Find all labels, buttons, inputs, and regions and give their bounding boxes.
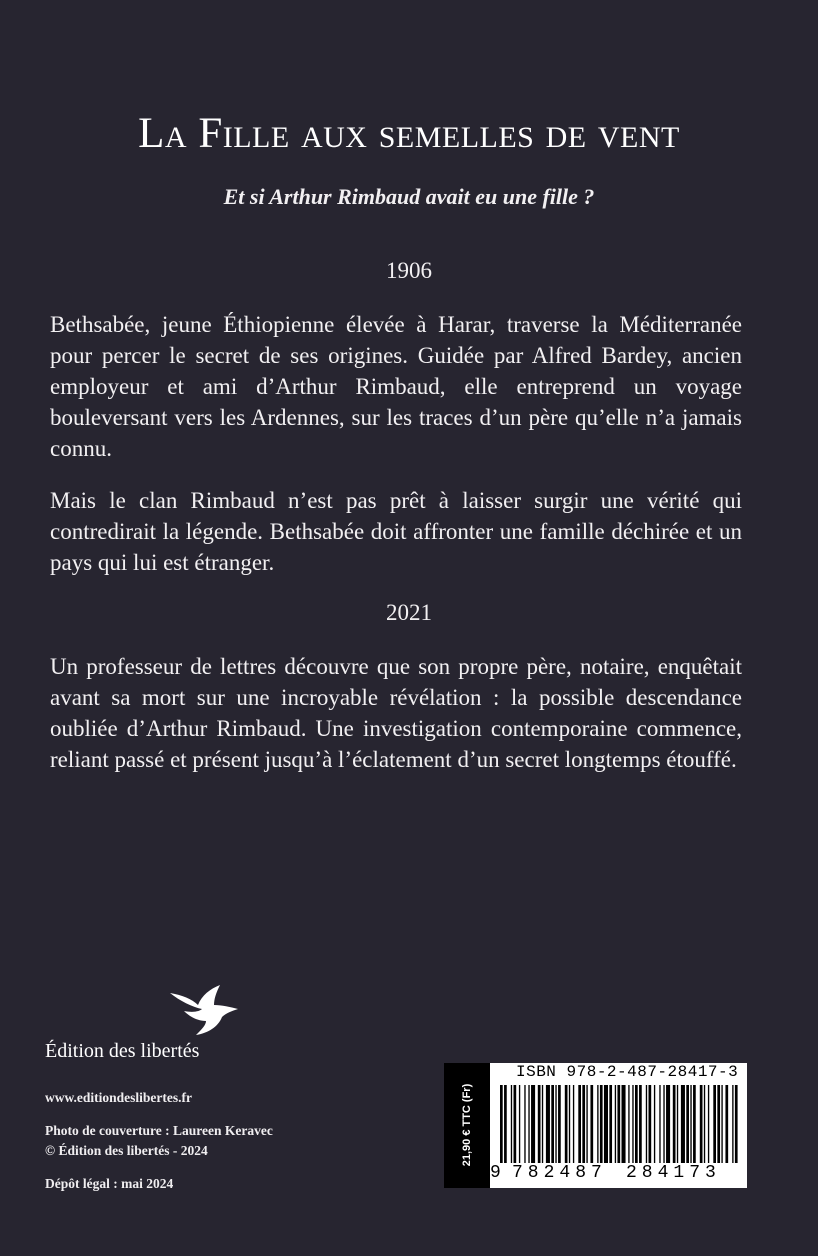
barcode-bar (555, 1085, 556, 1163)
barcode-bar (628, 1085, 629, 1163)
ean-right-group: 284173 (626, 1163, 721, 1183)
barcode-bar (546, 1085, 550, 1163)
barcode-bar (654, 1085, 655, 1163)
barcode-bar (558, 1085, 561, 1163)
barcode-bar (542, 1085, 543, 1163)
barcode-bar (708, 1085, 709, 1163)
barcode-bar (632, 1085, 633, 1163)
publisher-website: www.editiondeslibertes.fr (45, 1090, 192, 1105)
barcode-bar (511, 1085, 512, 1163)
barcode-bar (615, 1085, 616, 1163)
barcode-bar (686, 1085, 689, 1163)
barcode-bar (524, 1085, 525, 1163)
barcode-bar (617, 1085, 620, 1163)
barcode-bar (604, 1085, 608, 1163)
barcode-bars (500, 1085, 740, 1163)
barcode-bar (578, 1085, 581, 1163)
barcode-bar (663, 1085, 664, 1163)
price-label: 21,90 € TTC (Fr) (461, 1083, 473, 1167)
tagline: Et si Arthur Rimbaud avait eu une fille ? (223, 184, 595, 209)
barcode-bar (732, 1085, 733, 1163)
barcode-bar (721, 1085, 722, 1163)
ean-left-group: 782487 (512, 1163, 607, 1183)
barcode-bar (528, 1085, 529, 1163)
barcode-bar (609, 1085, 612, 1163)
barcode-bar (639, 1085, 642, 1163)
barcode-bar (565, 1085, 568, 1163)
barcode-bar (717, 1085, 720, 1163)
barcode-bar (646, 1085, 647, 1163)
barcode-bar (673, 1085, 676, 1163)
barcode-bar (573, 1085, 574, 1163)
barcode-bar (635, 1085, 638, 1163)
barcode-bar (504, 1085, 507, 1163)
isbn-label: ISBN 978-2-487-28417-3 (516, 1063, 739, 1081)
barcode-bar (590, 1085, 593, 1163)
ean-digits (490, 1163, 740, 1185)
copyright: © Édition des libertés - 2024 (45, 1143, 208, 1158)
barcode-bar (531, 1085, 535, 1163)
barcode-bar (597, 1085, 598, 1163)
barcode-bar (693, 1085, 696, 1163)
barcode-bar (519, 1085, 520, 1163)
section-year-1906: 1906 (386, 258, 432, 283)
ean-first-digit: 9 (490, 1163, 501, 1183)
barcode-bar (622, 1085, 626, 1163)
barcode-bar (704, 1085, 705, 1163)
barcode-bar (677, 1085, 678, 1163)
barcode-bar (681, 1085, 685, 1163)
barcode-bar (500, 1085, 503, 1163)
synopsis-paragraph: Un professeur de lettres découvre que son propre père, notaire, enquêtait avant sa mort sur une incroyable révélation : la possible descendance oubliée d’Arthur Rimbaud. Une investigation contemporaine commence, reliant passé et présent jusqu’à l’éclatement d’un secret longtemps étouffé. (50, 654, 742, 772)
synopsis-paragraph: Mais le clan Rimbaud n’est pas prêt à laisser surgir une vérité qui contredirait la légende. Bethsabée doit affronter une famille déchirée et un pays qui lui est étranger. (50, 488, 742, 575)
barcode-bar (582, 1085, 585, 1163)
barcode-bar (690, 1085, 691, 1163)
barcode-bar (514, 1085, 517, 1163)
book-title: La Fille aux semelles de vent (138, 109, 680, 157)
synopsis-paragraph: Bethsabée, jeune Éthiopienne élevée à Harar, traverse la Méditerranée pour percer le secret de ses origines. Guidée par Alfred Bardey, ancien employeur et ami d’Arthur Rimbaud, elle entreprend un voyage bouleversant vers les Ardennes, sur les traces d’un père qu’elle n’a jamais connu. (50, 312, 742, 461)
barcode-bar (666, 1085, 670, 1163)
price-strip (444, 1063, 490, 1188)
barcode-bar (551, 1085, 554, 1163)
barcode-bar (586, 1085, 587, 1163)
legal-deposit: Dépôt légal : mai 2024 (45, 1176, 174, 1191)
barcode-bar (649, 1085, 652, 1163)
barcode-block (444, 1063, 747, 1188)
barcode-bar (735, 1085, 738, 1163)
photo-credit: Photo de couverture : Laureen Keravec (45, 1123, 273, 1138)
barcode-bar (569, 1085, 570, 1163)
barcode-bar (538, 1085, 541, 1163)
publisher-name: Édition des libertés (45, 1040, 200, 1062)
barcode-bar (659, 1085, 660, 1163)
barcode-bar (713, 1085, 716, 1163)
barcode-bar (725, 1085, 728, 1163)
barcode-bar (700, 1085, 703, 1163)
barcode-bar (600, 1085, 603, 1163)
dove-icon (168, 985, 240, 1037)
section-year-2021: 2021 (386, 600, 432, 625)
